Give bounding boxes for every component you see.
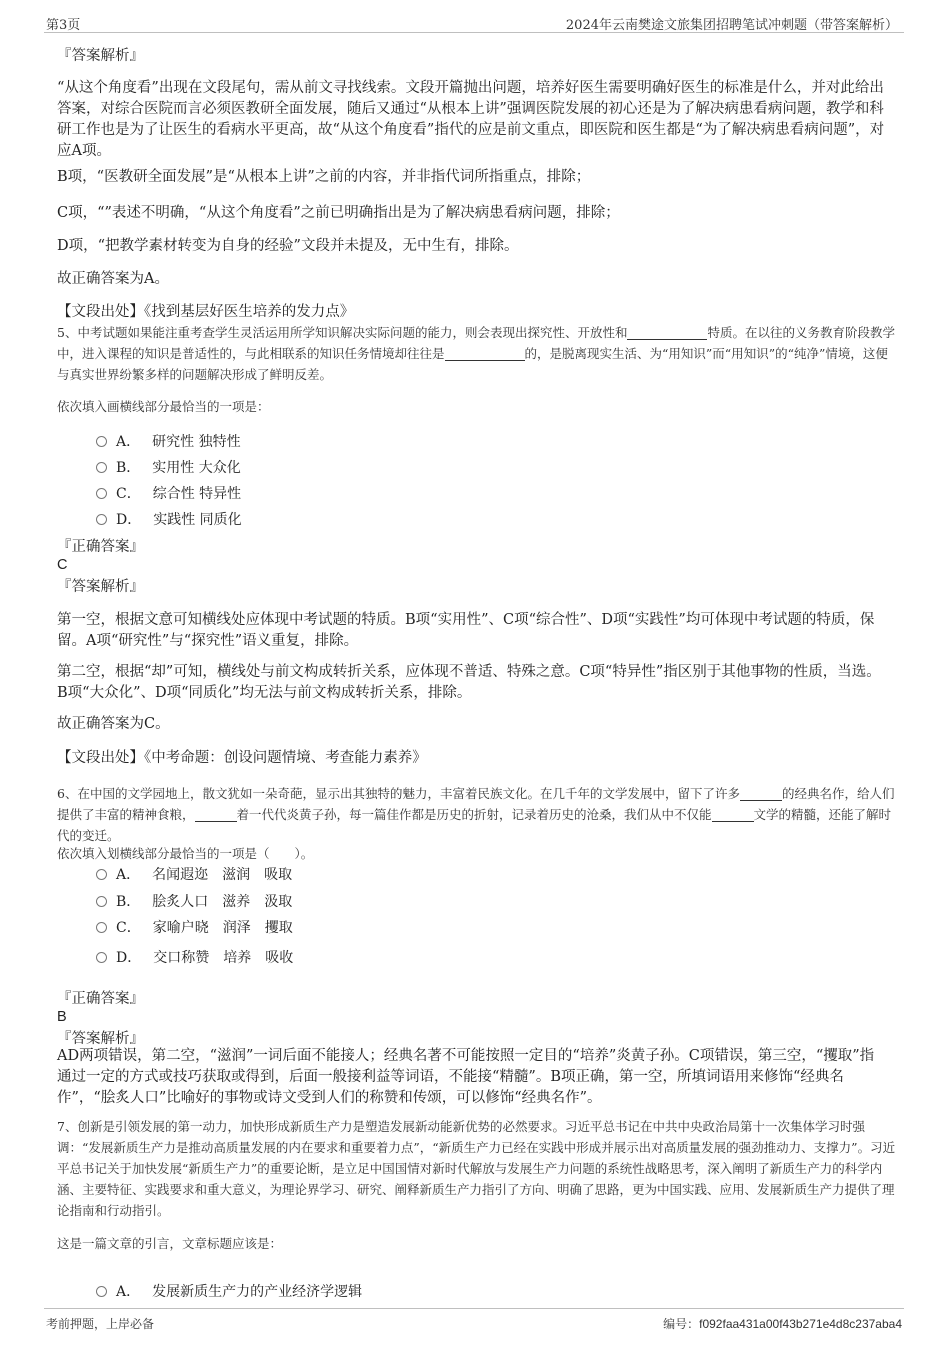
q5-prompt: 依次填入画横线部分最恰当的一项是： bbox=[57, 399, 270, 414]
radio-icon[interactable] bbox=[96, 869, 107, 880]
q7-option-a[interactable]: A． 发展新质生产力的产业经济学逻辑 bbox=[96, 1282, 362, 1302]
q6-option-a[interactable]: A． 名闻遐迩 滋润 吸取 bbox=[96, 865, 292, 885]
radio-icon[interactable] bbox=[96, 1286, 107, 1297]
q5-answer-label: 『正确答案』 bbox=[57, 539, 144, 555]
radio-icon[interactable] bbox=[96, 952, 107, 963]
q5-conclusion: 故正确答案为C。 bbox=[57, 716, 170, 732]
document-title: 2024年云南樊途文旅集团招聘笔试冲刺题（带答案解析） bbox=[565, 18, 898, 33]
q4-analysis-para2: B项，“医教研全面发展”是“从根本上讲”之前的内容，并非指代词所指重点，排除； bbox=[57, 169, 591, 185]
radio-icon[interactable] bbox=[96, 488, 107, 499]
q4-source: 【文段出处】《找到基层好医生培养的发力点》 bbox=[57, 304, 355, 320]
q7-prompt: 这是一篇文章的引言，文章标题应该是： bbox=[57, 1236, 283, 1251]
q6-option-d[interactable]: D． 交口称赞 培养 吸收 bbox=[96, 948, 293, 968]
q6-option-b[interactable]: B． 脍炙人口 滋养 汲取 bbox=[96, 892, 292, 912]
q7-stem: 7、创新是引领发展的第一动力，加快形成新质生产力是塑造发展新动能新优势的必然要求。习近平总书记在中共中央政治局第十一次集体学习时强调：“发展新质生产力是推动高质量发展的内在要求和重要着力点”，“新质生产力已经在实践中形成并展示出对高质量发展的强劲推动力、支撑力”。习近平总书记关于加快发展“新质生产力”的重要论断，是立足中国国情对新时代解放与发展生产力问题的系统性战略思考，深入阐明了新质生产力的科学内涵、主要特征、实践要求和重大意义，为理论界学习、研究、阐释新质生产力指引了方向、明确了思路，更为中国实践、应用、发展新质生产力提供了理论指南和行动指引。 bbox=[57, 1119, 896, 1218]
document-code: 编号：f092faa431a00f43b271e4d8c237aba4 bbox=[663, 1317, 902, 1331]
q6-analysis-label: 『答案解析』 bbox=[57, 1031, 144, 1047]
q5-answer: C bbox=[57, 557, 68, 573]
q5-option-a[interactable]: A． 研究性 独特性 bbox=[96, 432, 241, 452]
radio-icon[interactable] bbox=[96, 436, 107, 447]
radio-icon[interactable] bbox=[96, 922, 107, 933]
radio-icon[interactable] bbox=[96, 462, 107, 473]
q4-analysis-para3: C项，“”表述不明确，“从这个角度看”之前已明确指出是为了解决病患看病问题，排除； bbox=[57, 205, 620, 221]
blank-line bbox=[445, 346, 525, 361]
q6-analysis-para1: AD两项错误，第二空，“滋润”一词后面不能接人；经典名著不可能按照一定目的“培养”炎黄子孙。C项错误，第三空，“攫取”指通过一定的方式或技巧获取或得到，后面一般接利益等词语，不能接“精髓”。B项正确，第一空，所填词语用来修饰“经典名作”，“脍炙人口”比喻好的事物或诗文受到人们的称赞和传颂，可以修饰“经典名作”。 bbox=[57, 1048, 875, 1106]
q6-option-c[interactable]: C． 家喻户晓 润泽 攫取 bbox=[96, 918, 293, 938]
blank-line bbox=[712, 807, 754, 822]
page-number: 第3页 bbox=[46, 18, 81, 33]
q6-prompt: 依次填入划横线部分最恰当的一项是（ ）。 bbox=[57, 846, 314, 861]
q5-analysis-para2: 第二空，根据“却”可知，横线处与前文构成转折关系，应体现不普适、特殊之意。C项“特异性”指区别于其他事物的性质，当选。B项“大众化”、D项“同质化”均无法与前文构成转折关系，排除。 bbox=[57, 664, 881, 701]
q4-conclusion: 故正确答案为A。 bbox=[57, 271, 169, 287]
blank-line bbox=[740, 786, 782, 801]
q6-answer: B bbox=[57, 1009, 67, 1025]
q4-analysis-label: 『答案解析』 bbox=[57, 48, 144, 64]
q5-option-b[interactable]: B． 实用性 大众化 bbox=[96, 458, 241, 478]
page-footer bbox=[44, 1308, 904, 1329]
blank-line bbox=[195, 807, 237, 822]
q4-analysis-para4: D项，“把教学素材转变为自身的经验”文段并未提及，无中生有，排除。 bbox=[57, 238, 519, 254]
q5-stem: 5、中考试题如果能注重考查学生灵活运用所学知识解决实际问题的能力，则会表现出探究性、开放性和 特质。在以往的义务教育阶段教学中，进入课程的知识是普适性的，与此相联系的知识任务情境却往往是 的，是脱离现实生活、为“用知识”而“用知识”的“纯净”情境，这便与真实世界纷繁多样的问题解决形成了鲜明反差。 bbox=[57, 325, 895, 382]
radio-icon[interactable] bbox=[96, 896, 107, 907]
blank-line bbox=[627, 325, 707, 340]
q5-option-d[interactable]: D． 实践性 同质化 bbox=[96, 510, 242, 530]
q5-analysis-label: 『答案解析』 bbox=[57, 579, 144, 595]
q5-source: 【文段出处】《中考命题：创设问题情境、考查能力素养》 bbox=[57, 750, 427, 766]
q5-analysis-para1: 第一空，根据文意可知横线处应体现中考试题的特质。B项“实用性”、C项“综合性”、D项“实践性”均可体现中考试题的特质，保留。A项“研究性”与“探究性”语义重复，排除。 bbox=[57, 612, 875, 649]
q5-option-c[interactable]: C． 综合性 特异性 bbox=[96, 484, 241, 504]
q6-stem: 6、在中国的文学园地上，散文犹如一朵奇葩，显示出其独特的魅力，丰富着民族文化。在几千年的文学发展中，留下了许多 的经典名作，给人们提供了丰富的精神食粮， 着一代代炎黄子孙，每一篇佳作都是历史的折射，记录着历史的沧桑，我们从中不仅能 文学的精髓，还能了解时代的变迁。 bbox=[57, 786, 895, 843]
footer-slogan: 考前押题，上岸必备 bbox=[46, 1317, 155, 1331]
q4-analysis-para1: “从这个角度看”出现在文段尾句，需从前文寻找线索。文段开篇抛出问题，培养好医生需要明确好医生的标准是什么，并对此给出答案，对综合医院而言必须医教研全面发展，随后又通过“从根本上讲”强调医院发展的初心还是为了解决病患看病问题，教学和科研工作也是为了让医生的看病水平更高，故“从这个角度看”指代的应是前文重点，即医院和医生都是“为了解决病患看病问题”，对应A项。 bbox=[57, 80, 885, 159]
page-header bbox=[44, 12, 904, 33]
radio-icon[interactable] bbox=[96, 514, 107, 525]
q6-answer-label: 『正确答案』 bbox=[57, 991, 144, 1007]
